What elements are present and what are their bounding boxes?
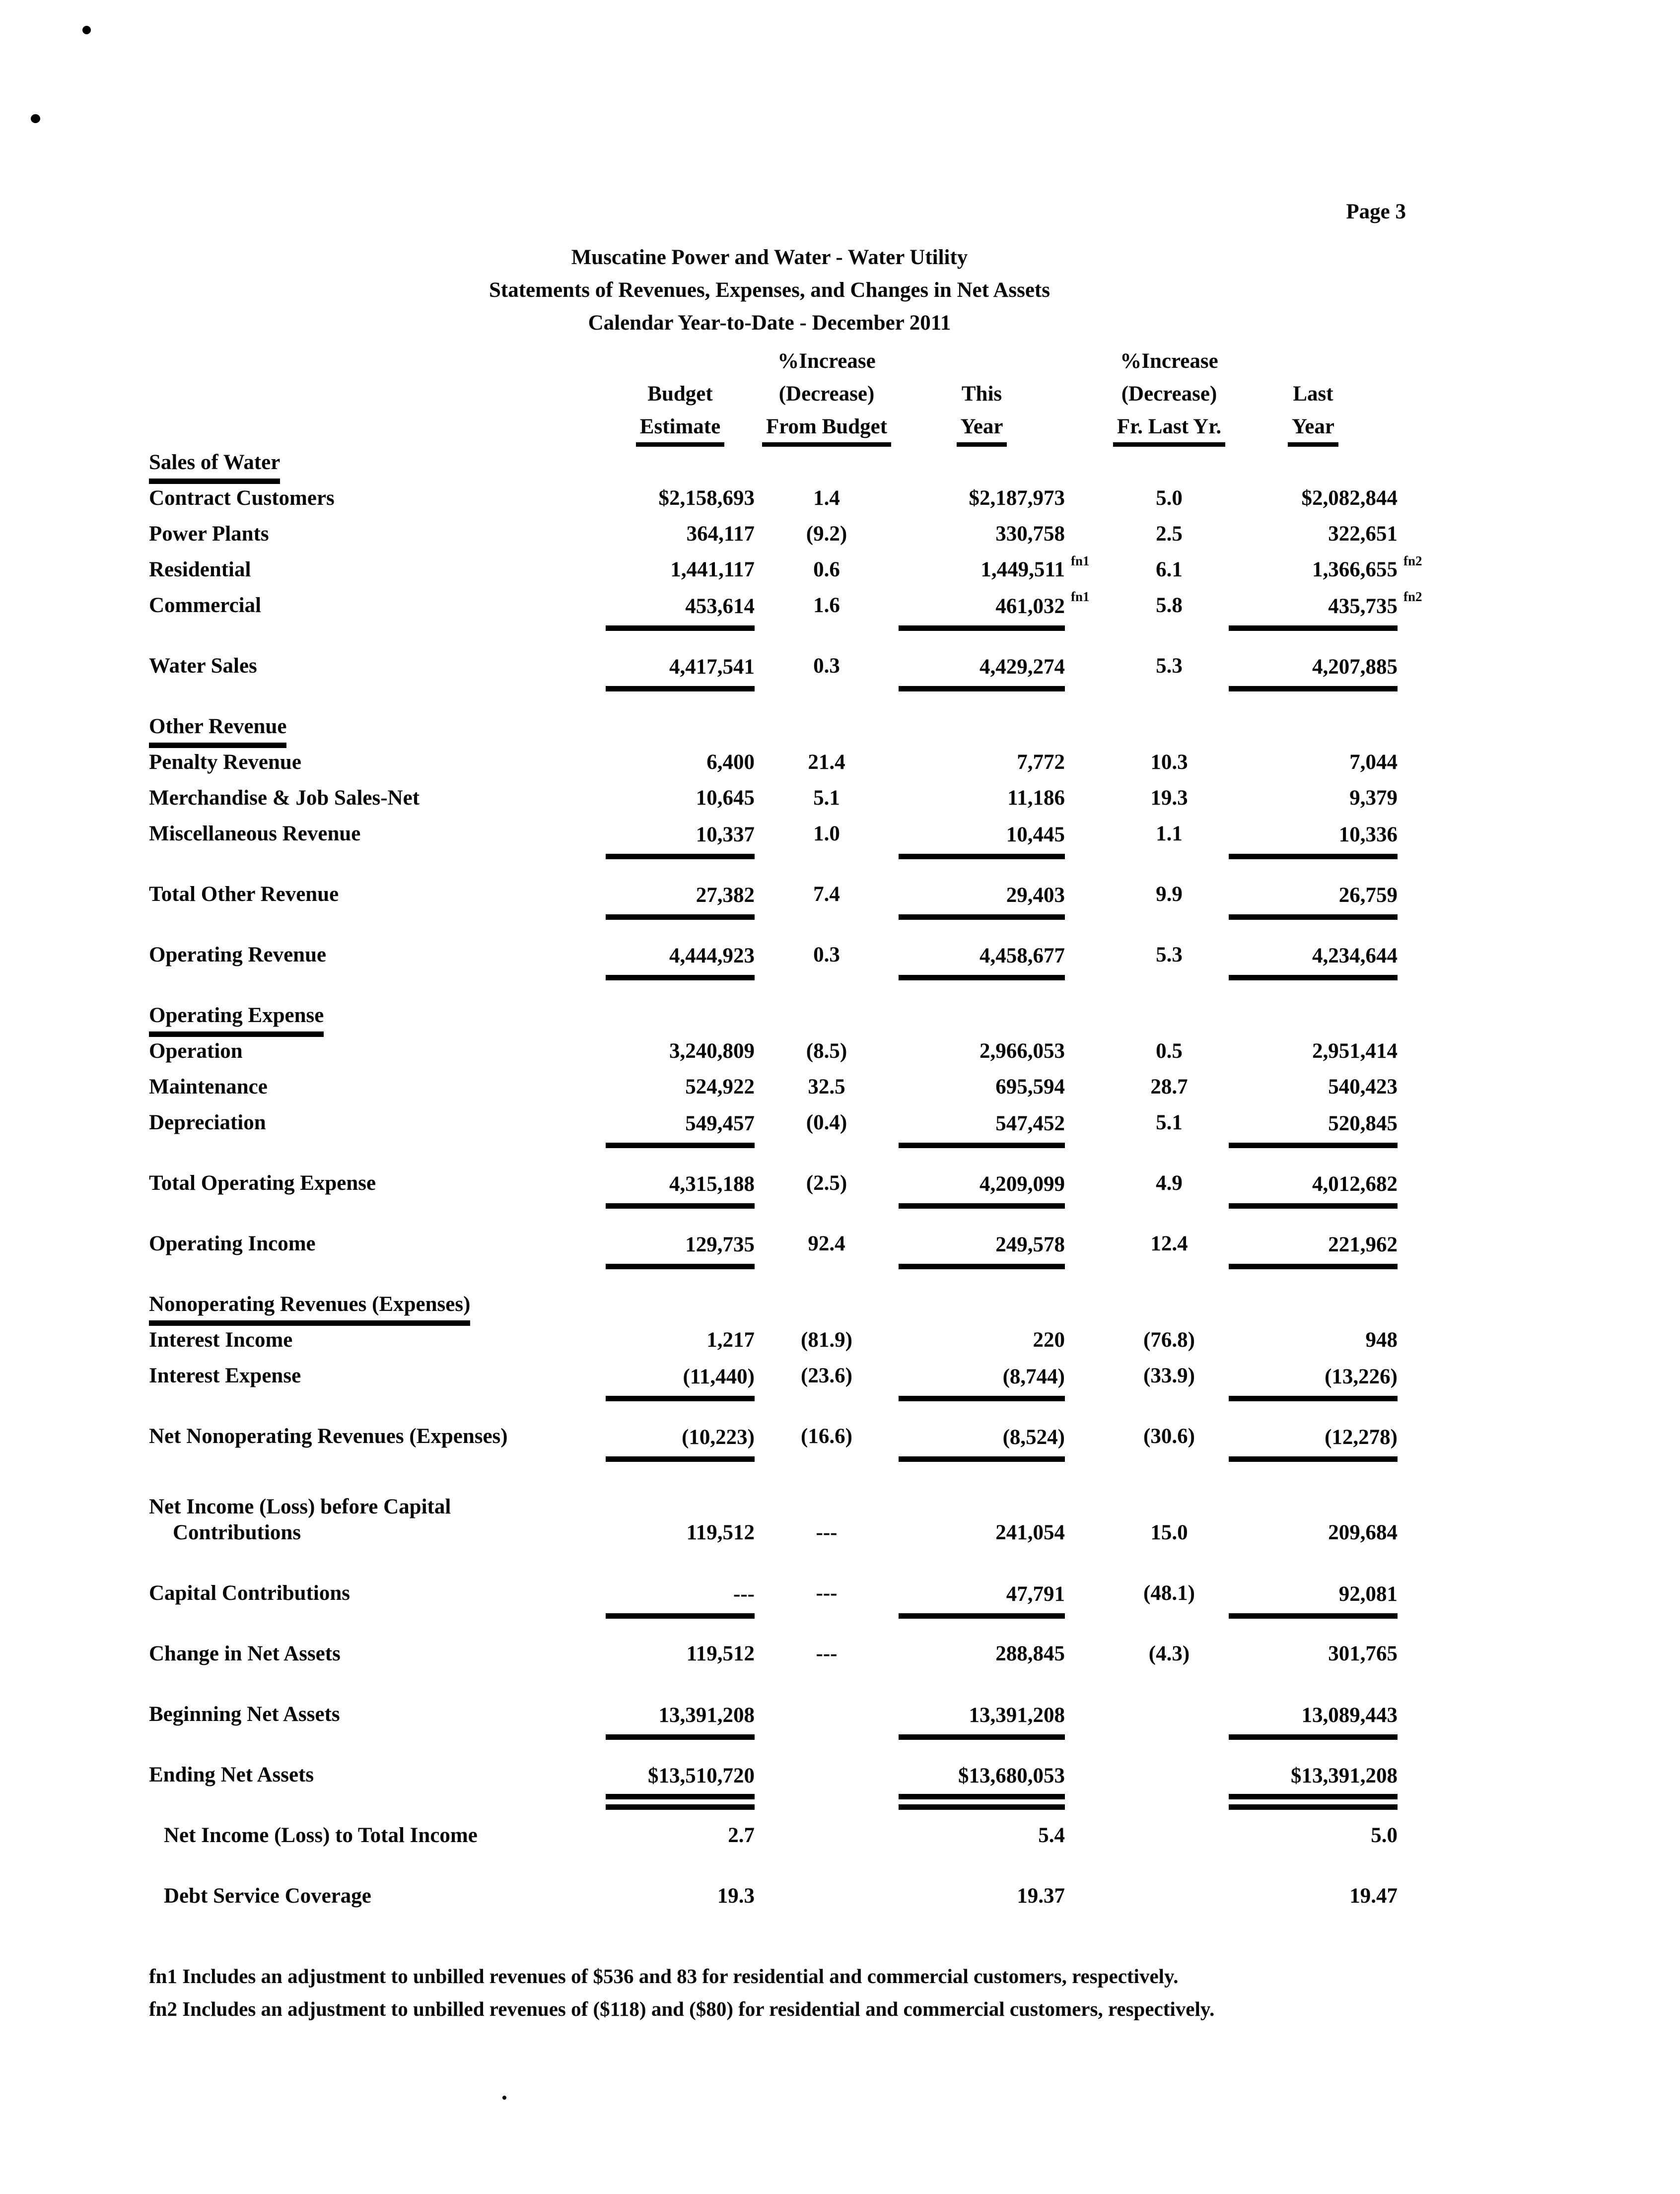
cell-last-year: 4,207,885 xyxy=(1229,654,1398,691)
cell-this-year: 19.37 xyxy=(1017,1884,1065,1908)
cell-this-year: 11,186 xyxy=(1007,786,1065,810)
cell-from-budget: --- xyxy=(816,1642,838,1665)
cell-fr-last-yr: (48.1) xyxy=(1143,1581,1195,1605)
document-title-block xyxy=(149,241,1390,340)
header-row-2 xyxy=(149,374,1440,407)
cell-last-year: 435,735 xyxy=(1229,594,1398,631)
cell-budget: (11,440) xyxy=(606,1364,755,1401)
cell-last-year: 19.47 xyxy=(1349,1884,1398,1908)
cell-from-budget: 5.1 xyxy=(813,786,840,810)
cell-last-year: $13,391,208 xyxy=(1229,1763,1398,1810)
cell-budget: 524,922 xyxy=(685,1075,755,1098)
cell-from-budget: 1.4 xyxy=(813,486,840,510)
row-label: Interest Expense xyxy=(149,1364,301,1387)
cell-last-year: 13,089,443 xyxy=(1229,1703,1398,1740)
cell-fr-last-yr: (30.6) xyxy=(1143,1425,1195,1448)
table-row xyxy=(149,1414,1440,1449)
footnote-marker: fn1 xyxy=(1071,553,1090,568)
cell-fr-last-yr: 1.1 xyxy=(1156,822,1183,845)
cell-last-year: 301,765 xyxy=(1328,1642,1398,1665)
cell-from-budget: 7.4 xyxy=(813,883,840,906)
row-label: Penalty Revenue xyxy=(149,751,301,774)
cell-fr-last-yr: 10.3 xyxy=(1150,751,1188,774)
row-label: Operating Income xyxy=(149,1232,316,1255)
table-row xyxy=(149,1100,1440,1136)
cell-budget: 19.3 xyxy=(717,1884,755,1908)
cell-from-budget: (2.5) xyxy=(806,1171,847,1195)
col-header-this: This xyxy=(961,382,1002,406)
cell-from-budget: (0.4) xyxy=(806,1111,847,1134)
cell-budget: --- xyxy=(606,1581,755,1619)
table-row xyxy=(149,583,1440,618)
cell-from-budget: (81.9) xyxy=(801,1328,852,1352)
row-label: Power Plants xyxy=(149,522,269,546)
cell-last-year: 7,044 xyxy=(1349,751,1398,774)
cell-budget: 27,382 xyxy=(606,883,755,920)
scan-artifact-dot xyxy=(82,26,91,34)
cell-last-year: 92,081 xyxy=(1229,1581,1398,1619)
table-header xyxy=(149,342,1440,440)
section-title: Operating Expense xyxy=(149,1003,324,1037)
cell-this-year: (8,524) xyxy=(899,1425,1065,1462)
cell-fr-last-yr: (33.9) xyxy=(1143,1364,1195,1387)
cell-fr-last-yr: 12.4 xyxy=(1150,1232,1188,1255)
footnote-marker: fn2 xyxy=(1403,589,1422,604)
table-row xyxy=(149,643,1440,679)
cell-this-year: 4,458,677 xyxy=(899,943,1065,980)
cell-budget: 4,444,923 xyxy=(606,943,755,980)
row-label: Maintenance xyxy=(149,1075,268,1098)
cell-budget: 4,315,188 xyxy=(606,1171,755,1209)
cell-this-year: 695,594 xyxy=(995,1075,1065,1098)
cell-this-year: 547,452 xyxy=(899,1111,1065,1148)
cell-from-budget: 0.6 xyxy=(813,558,840,581)
section-header-row xyxy=(149,1282,1440,1317)
cell-budget: 10,337 xyxy=(606,822,755,859)
cell-budget: 453,614 xyxy=(606,594,755,631)
col-header-last-year: Year xyxy=(1288,414,1338,447)
row-label: Commercial xyxy=(149,594,262,617)
section-title: Nonoperating Revenues (Expenses) xyxy=(149,1292,470,1326)
row-label: Residential xyxy=(149,558,251,581)
row-label: Net Income (Loss) before Capital xyxy=(149,1495,451,1518)
financial-statement-table xyxy=(149,342,1440,1909)
table-body xyxy=(149,440,1440,1909)
table-row xyxy=(149,1813,1440,1849)
col-header-decrease-budget: (Decrease) xyxy=(778,382,875,406)
cell-fr-last-yr: 0.5 xyxy=(1156,1039,1183,1063)
row-label: Merchandise & Job Sales-Net xyxy=(149,786,420,810)
cell-this-year: 2,966,053 xyxy=(980,1039,1065,1063)
cell-this-year: 10,445 xyxy=(899,822,1065,859)
cell-from-budget: (9.2) xyxy=(806,522,847,546)
cell-last-year: 322,651 xyxy=(1328,522,1398,546)
cell-this-year: 1,449,511 xyxy=(980,558,1065,581)
table-row xyxy=(149,547,1440,583)
cell-this-year: 5.4 xyxy=(1038,1824,1065,1847)
cell-this-year: 47,791 xyxy=(899,1581,1065,1619)
cell-fr-last-yr: 5.3 xyxy=(1156,943,1183,966)
cell-last-year: 4,234,644 xyxy=(1229,943,1398,980)
table-row xyxy=(149,1161,1440,1196)
cell-from-budget: 21.4 xyxy=(808,751,845,774)
row-label: Water Sales xyxy=(149,654,257,678)
cell-this-year: 288,845 xyxy=(995,1642,1065,1665)
table-row xyxy=(149,1571,1440,1606)
row-label: Operation xyxy=(149,1039,243,1063)
cell-fr-last-yr: 9.9 xyxy=(1156,883,1183,906)
cell-fr-last-yr: 4.9 xyxy=(1156,1171,1183,1195)
doc-title-line-3: Calendar Year-to-Date - December 2011 xyxy=(588,311,951,335)
cell-from-budget: --- xyxy=(816,1521,838,1544)
cell-this-year: 220 xyxy=(1033,1328,1065,1352)
col-header-this-year: Year xyxy=(957,414,1007,447)
cell-from-budget: (23.6) xyxy=(801,1364,852,1387)
table-row xyxy=(149,740,1440,775)
cell-budget: 10,645 xyxy=(696,786,755,810)
cell-last-year: 9,379 xyxy=(1349,786,1398,810)
table-row xyxy=(149,1692,1440,1727)
cell-budget: 4,417,541 xyxy=(606,654,755,691)
header-row-1 xyxy=(149,342,1440,374)
row-label: Net Income (Loss) to Total Income xyxy=(164,1824,478,1847)
cell-from-budget: (8.5) xyxy=(806,1039,847,1063)
cell-budget: $13,510,720 xyxy=(606,1763,755,1810)
col-header-fr-last-yr: Fr. Last Yr. xyxy=(1113,414,1225,447)
cell-from-budget: 1.0 xyxy=(813,822,840,845)
table-row xyxy=(149,1353,1440,1389)
cell-this-year: 4,209,099 xyxy=(899,1171,1065,1209)
row-label: Total Other Revenue xyxy=(149,883,339,906)
cell-last-year: 221,962 xyxy=(1229,1232,1398,1269)
cell-last-year: 4,012,682 xyxy=(1229,1171,1398,1209)
row-label: Miscellaneous Revenue xyxy=(149,822,361,845)
cell-last-year: (12,278) xyxy=(1229,1425,1398,1462)
cell-budget: 129,735 xyxy=(606,1232,755,1269)
cell-budget: 6,400 xyxy=(706,751,755,774)
table-row xyxy=(149,1631,1440,1667)
cell-this-year: 29,403 xyxy=(899,883,1065,920)
cell-budget: 13,391,208 xyxy=(606,1703,755,1740)
row-label: Interest Income xyxy=(149,1328,293,1352)
cell-fr-last-yr: (4.3) xyxy=(1148,1642,1190,1665)
cell-last-year: 5.0 xyxy=(1371,1824,1398,1847)
row-label-line2: Contributions xyxy=(173,1521,301,1544)
cell-fr-last-yr: 19.3 xyxy=(1150,786,1188,810)
cell-budget: 2.7 xyxy=(728,1824,755,1847)
cell-last-year: 1,366,655 xyxy=(1312,558,1398,581)
cell-from-budget: --- xyxy=(816,1581,838,1605)
cell-this-year: $2,187,973 xyxy=(969,486,1065,510)
col-header-last: Last xyxy=(1293,382,1333,406)
section-title: Sales of Water xyxy=(149,450,280,484)
cell-fr-last-yr: 15.0 xyxy=(1150,1521,1188,1544)
cell-from-budget: 32.5 xyxy=(808,1075,845,1098)
cell-last-year: $2,082,844 xyxy=(1301,486,1398,510)
col-header-from-budget: From Budget xyxy=(762,414,891,447)
cell-budget: $2,158,693 xyxy=(658,486,755,510)
table-row xyxy=(149,872,1440,907)
cell-last-year: 26,759 xyxy=(1229,883,1398,920)
cell-budget: 3,240,809 xyxy=(669,1039,755,1063)
doc-title-line-2: Statements of Revenues, Expenses, and Changes in Net Assets xyxy=(489,278,1050,302)
cell-budget: 1,217 xyxy=(706,1328,755,1352)
cell-last-year: (13,226) xyxy=(1229,1364,1398,1401)
cell-from-budget: 92.4 xyxy=(808,1232,845,1255)
cell-this-year: 13,391,208 xyxy=(899,1703,1065,1740)
col-header-pct-increase-budget: %Increase xyxy=(777,349,876,373)
cell-this-year: 4,429,274 xyxy=(899,654,1065,691)
cell-this-year: 249,578 xyxy=(899,1232,1065,1269)
row-label: Capital Contributions xyxy=(149,1581,350,1605)
cell-from-budget: 0.3 xyxy=(813,654,840,678)
footnote-marker: fn1 xyxy=(1071,589,1090,604)
cell-fr-last-yr: 28.7 xyxy=(1150,1075,1188,1098)
col-header-pct-increase-lastyr: %Increase xyxy=(1120,349,1218,373)
cell-last-year: 520,845 xyxy=(1229,1111,1398,1148)
table-row xyxy=(149,932,1440,968)
cell-this-year: 241,054 xyxy=(995,1521,1065,1544)
footnote-marker: fn2 xyxy=(1403,553,1422,568)
section-header-row xyxy=(149,993,1440,1028)
table-row xyxy=(149,511,1440,547)
row-label: Ending Net Assets xyxy=(149,1763,314,1786)
table-row xyxy=(149,1474,1440,1546)
scan-artifact-dot xyxy=(502,2096,506,2100)
cell-last-year: 540,423 xyxy=(1328,1075,1398,1098)
header-row-3 xyxy=(149,407,1440,440)
cell-fr-last-yr: 5.0 xyxy=(1156,486,1183,510)
cell-budget: (10,223) xyxy=(606,1425,755,1462)
cell-this-year: 330,758 xyxy=(995,522,1065,546)
table-row xyxy=(149,811,1440,847)
cell-fr-last-yr: (76.8) xyxy=(1143,1328,1195,1352)
col-header-budget: Budget xyxy=(647,382,713,406)
cell-fr-last-yr: 5.8 xyxy=(1156,594,1183,617)
cell-last-year: 10,336 xyxy=(1229,822,1398,859)
cell-budget: 119,512 xyxy=(686,1642,755,1665)
row-label: Beginning Net Assets xyxy=(149,1703,340,1726)
cell-this-year: 461,032 xyxy=(899,594,1065,631)
row-label: Net Nonoperating Revenues (Expenses) xyxy=(149,1425,508,1448)
table-row xyxy=(149,1221,1440,1257)
cell-from-budget: 0.3 xyxy=(813,943,840,966)
cell-from-budget: 1.6 xyxy=(813,594,840,617)
section-title: Other Revenue xyxy=(149,714,286,748)
cell-fr-last-yr: 5.1 xyxy=(1156,1111,1183,1134)
section-header-row xyxy=(149,704,1440,740)
cell-budget: 549,457 xyxy=(606,1111,755,1148)
table-row xyxy=(149,1873,1440,1909)
cell-this-year: $13,680,053 xyxy=(899,1763,1065,1810)
row-label: Contract Customers xyxy=(149,486,335,510)
col-header-decrease-lastyr: (Decrease) xyxy=(1121,382,1217,406)
row-label: Total Operating Expense xyxy=(149,1171,376,1195)
page-number: Page 3 xyxy=(1346,200,1406,223)
cell-fr-last-yr: 2.5 xyxy=(1156,522,1183,546)
cell-from-budget: (16.6) xyxy=(801,1425,852,1448)
col-header-estimate: Estimate xyxy=(636,414,724,447)
cell-last-year: 948 xyxy=(1365,1328,1398,1352)
table-row xyxy=(149,1064,1440,1100)
cell-this-year: (8,744) xyxy=(899,1364,1065,1401)
cell-last-year: 2,951,414 xyxy=(1312,1039,1398,1063)
table-row xyxy=(149,1028,1440,1064)
cell-fr-last-yr: 6.1 xyxy=(1156,558,1183,581)
row-label: Operating Revenue xyxy=(149,943,327,966)
footnote-1: fn1 Includes an adjustment to unbilled revenues of $536 and 83 for residential and commercial customers, respectively. xyxy=(149,1965,1179,1988)
cell-budget: 119,512 xyxy=(686,1521,755,1544)
table-row xyxy=(149,775,1440,811)
cell-budget: 1,441,117 xyxy=(670,558,755,581)
table-row xyxy=(149,1752,1440,1788)
cell-fr-last-yr: 5.3 xyxy=(1156,654,1183,678)
cell-this-year: 7,772 xyxy=(1017,751,1065,774)
row-label: Depreciation xyxy=(149,1111,266,1134)
row-label: Debt Service Coverage xyxy=(164,1884,371,1908)
scan-artifact-dot xyxy=(31,114,40,123)
footnotes xyxy=(149,1960,1589,2025)
cell-budget: 364,117 xyxy=(686,522,755,546)
footnote-2: fn2 Includes an adjustment to unbilled revenues of ($118) and ($80) for residential and commercial customers, respectively. xyxy=(149,1997,1215,2020)
cell-last-year: 209,684 xyxy=(1328,1521,1398,1544)
row-label: Change in Net Assets xyxy=(149,1642,341,1665)
doc-title-line-1: Muscatine Power and Water - Water Utility xyxy=(571,246,968,269)
table-row xyxy=(149,476,1440,511)
